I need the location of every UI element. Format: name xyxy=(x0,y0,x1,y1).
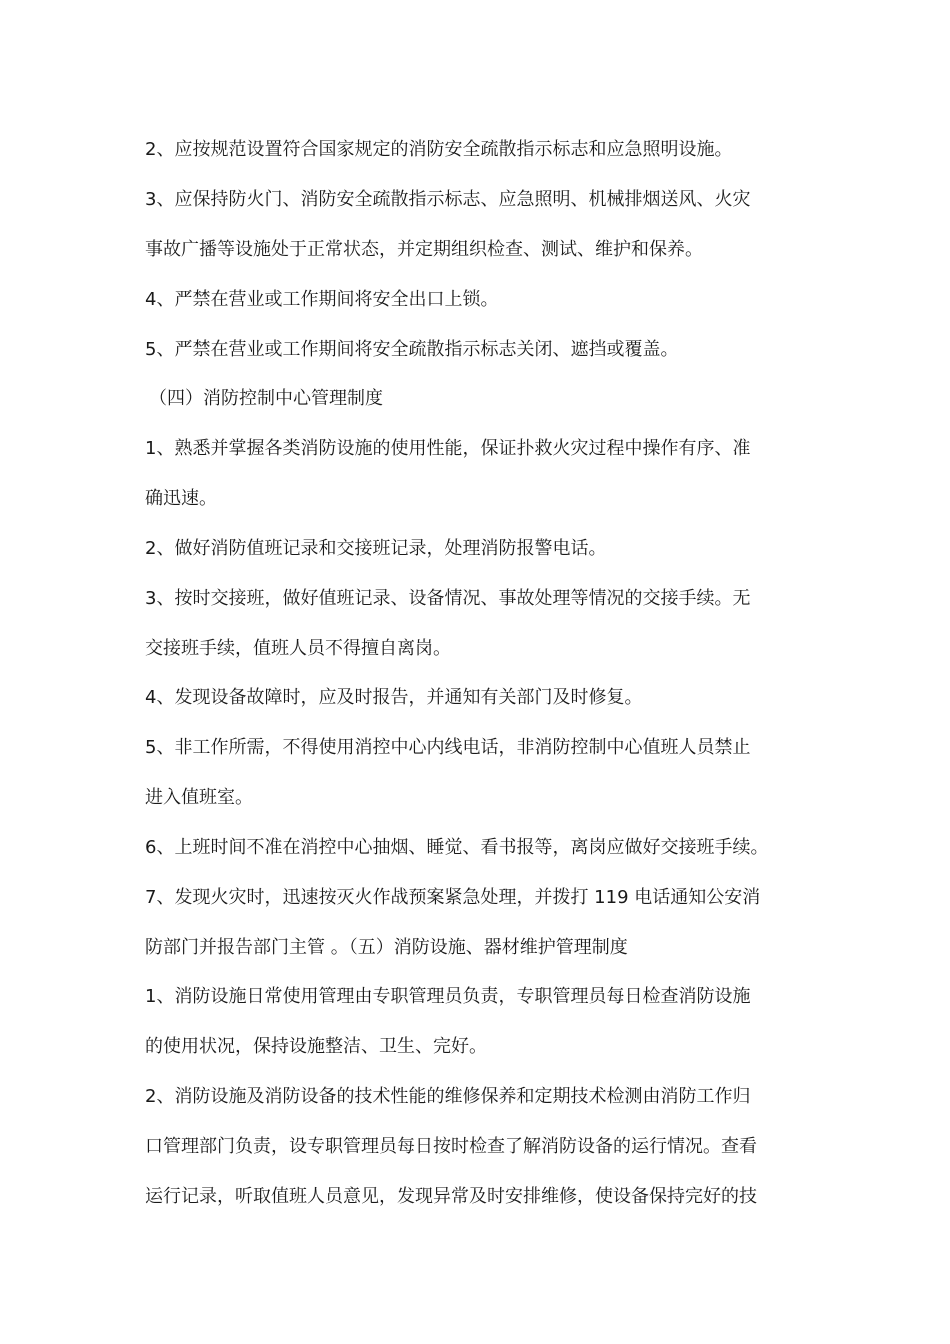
text-line: 2、消防设施及消防设备的技术性能的维修保养和定期技术检测由消防工作归 xyxy=(145,1086,751,1107)
section-heading: （四）消防控制中心管理制度 xyxy=(149,388,383,409)
text-line: 进入值班室。 xyxy=(145,787,253,808)
text-line: 防部门并报告部门主管 。（五）消防设施、器材维护管理制度 xyxy=(145,937,628,958)
text-line: 6、上班时间不准在消控中心抽烟、睡觉、看书报等，离岗应做好交接班手续。 xyxy=(145,837,769,858)
text-line: 确迅速。 xyxy=(145,488,217,509)
text-line: 2、应按规范设置符合国家规定的消防安全疏散指示标志和应急照明设施。 xyxy=(145,139,733,160)
text-line: 运行记录，听取值班人员意见，发现异常及时安排维修，使设备保持完好的技 xyxy=(145,1186,757,1207)
text-line: 事故广播等设施处于正常状态，并定期组织检查、测试、维护和保养。 xyxy=(145,239,703,260)
text-line: 4、严禁在营业或工作期间将安全出口上锁。 xyxy=(145,289,499,310)
text-line: 3、按时交接班，做好值班记录、设备情况、事故处理等情况的交接手续。无 xyxy=(145,588,751,609)
text-line: 口管理部门负责，设专职管理员每日按时检查了解消防设备的运行情况。查看 xyxy=(145,1136,757,1157)
text-line: 5、严禁在营业或工作期间将安全疏散指示标志关闭、遮挡或覆盖。 xyxy=(145,339,679,360)
text-line: 3、应保持防火门、消防安全疏散指示标志、应急照明、机械排烟送风、火灾 xyxy=(145,189,751,210)
text-line: 2、做好消防值班记录和交接班记录，处理消防报警电话。 xyxy=(145,538,607,559)
text-line: 5、非工作所需，不得使用消控中心内线电话，非消防控制中心值班人员禁止 xyxy=(145,737,751,758)
text-line: 1、消防设施日常使用管理由专职管理员负责，专职管理员每日检查消防设施 xyxy=(145,986,751,1007)
text-line: 4、发现设备故障时，应及时报告，并通知有关部门及时修复。 xyxy=(145,687,643,708)
text-line: 交接班手续，值班人员不得擅自离岗。 xyxy=(145,638,451,659)
text-line: 1、熟悉并掌握各类消防设施的使用性能，保证扑救火灾过程中操作有序、准 xyxy=(145,438,751,459)
text-line: 7、发现火灾时，迅速按灭火作战预案紧急处理，并拨打 119 电话通知公安消 xyxy=(145,887,761,908)
text-line: 的使用状况，保持设施整洁、卫生、完好。 xyxy=(145,1036,487,1057)
